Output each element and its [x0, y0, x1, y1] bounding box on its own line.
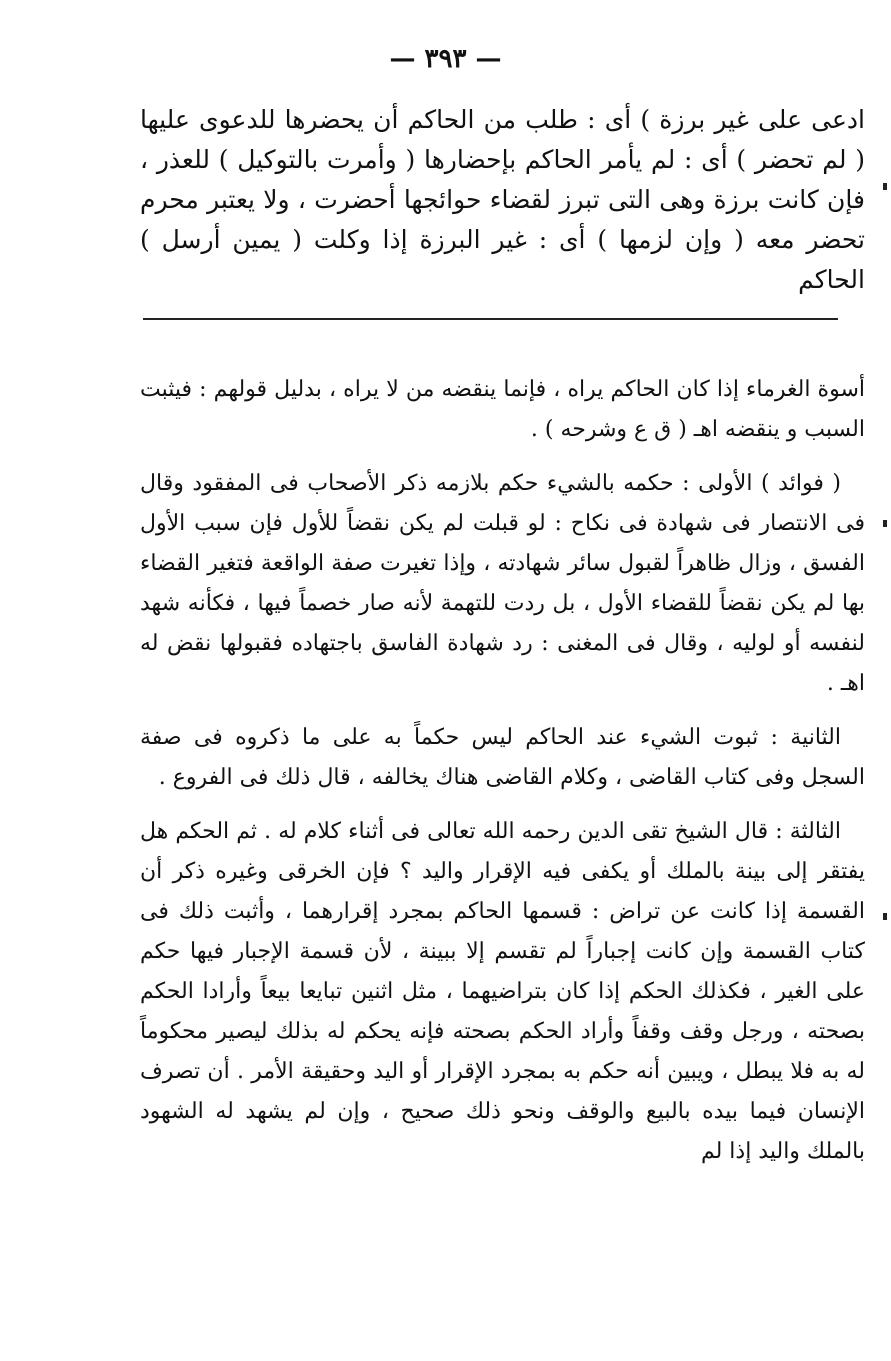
paragraph-3: الثانية : ثبوت الشيء عند الحاكم ليس حكماً به على ما ذكروه فى صفة السجل وفى كتاب القاضى ، وكلام القاضى هناك يخالفه ، قال ذلك فى الفروع . — [140, 725, 865, 790]
scan-mark — [883, 520, 887, 527]
paragraph-2: ( فوائد ) الأولى : حكمه بالشيء حكم بلازمه ذكر الأصحاب فى المفقود وقال فى الانتصار فى شهادة فى نكاح : لو قبلت لم يكن نقضاً للأول فإن سبب الأول الفسق ، وزال ظاهراً لقبول سائر شهادته ، وإذا تغيرت صفة الواقعة فتغير القضاء بها لم يكن نقضاً للقضاء الأول ، بل ردت للتهمة لأنه صار خصماً فيها ، فكأنه شهد لنفسه أو لوليه ، وقال فى المغنى : رد شهادة الفاسق باجتهاده فقبولها نقض له اهـ . — [140, 471, 865, 696]
top-text: ادعى على غير برزة ) أى : طلب من الحاكم أن يحضرها للدعوى عليها ( لم تحضر ) أى : لم يأمر الحاكم بإحضارها ( وأمرت بالتوكيل ) للعذر ، فإن كانت برزة وهى التى تبرز لقضاء حوائجها أحضرت ، ولا يعتبر محرم تحضر معه ( وإن لزمها ) أى : غير البرزة إذا وكلت ( يمين أرسل ) الحاكم — [140, 105, 865, 294]
main-text-block — [140, 370, 865, 1186]
scan-mark — [883, 913, 887, 920]
section-divider — [143, 318, 838, 320]
paragraph-4: الثالثة : قال الشيخ تقى الدين رحمه الله تعالى فى أثناء كلام له . ثم الحكم هل يفتقر إلى بينة بالملك أو يكفى فيه الإقرار واليد ؟ فإن الخرقى وغيره ذكر أن القسمة إذا كانت عن تراض : قسمها الحاكم بمجرد إقرارهما ، وأثبت ذلك فى كتاب القسمة وإن كانت إجباراً لم تقسم إلا ببينة ، لأن قسمة الإجبار فيها حكم على الغير ، فكذلك الحكم إذا كان بتراضيهما ، مثل اثنين تبايعا بيعاً وأرادا الحكم بصحته ، ورجل وقف وقفاً وأراد الحكم بصحته فإنه يحكم له بذلك ليصير محكوماً له به فلا يبطل ، ويبين أنه حكم به بمجرد الإقرار أو اليد وحقيقة الأمر . أن تصرف الإنسان فيما بيده بالبيع والوقف ونحو ذلك صحيح ، وإن لم يشهد له الشهود بالملك واليد إذا لم — [140, 819, 866, 1164]
paragraph-1: أسوة الغرماء إذا كان الحاكم يراه ، فإنما ينقضه من لا يراه ، بدليل قولهم : فيثبت السبب و ينقضه اهـ ( ق ع وشرحه ) . — [140, 377, 865, 442]
page-number: — ٣٩٣ — — [389, 44, 502, 74]
top-text-block — [140, 100, 865, 300]
scan-mark — [883, 183, 887, 190]
